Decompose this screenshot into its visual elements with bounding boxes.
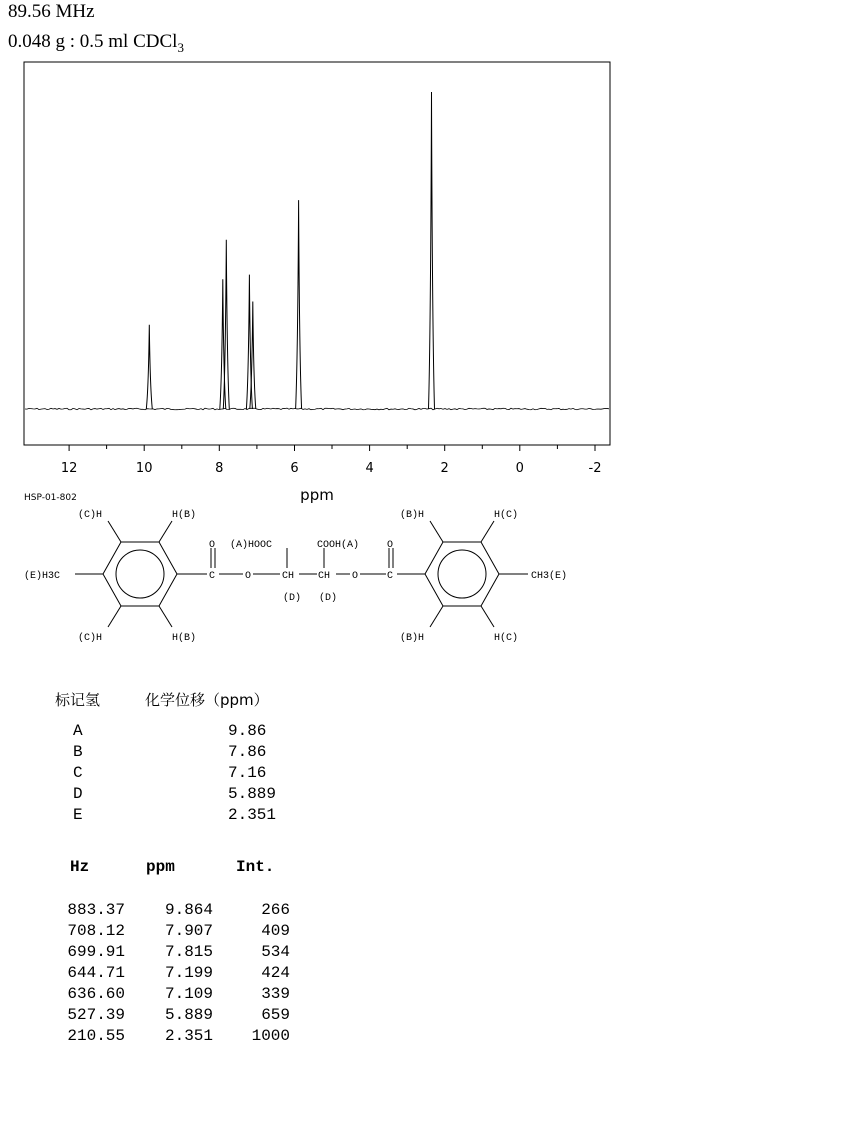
label-d-right: (D) xyxy=(319,593,338,604)
assignment-shift: 9.86 xyxy=(228,722,267,740)
spectrum-peak xyxy=(146,325,152,409)
spectrum-peak xyxy=(296,200,302,409)
chemical-structure xyxy=(0,500,850,650)
peak-hz: 527.39 xyxy=(67,1006,125,1024)
label-hooc: (A)HOOC xyxy=(230,540,273,551)
label-b-h-top-left: H(B) xyxy=(172,510,197,521)
left-ring-aromatic-circle xyxy=(116,550,164,598)
peak-hz: 636.60 xyxy=(67,985,125,1003)
assignment-shift: 2.351 xyxy=(228,806,277,824)
peak-hz: 644.71 xyxy=(67,964,125,982)
peak-int: 424 xyxy=(261,964,290,982)
label-cooh: COOH(A) xyxy=(317,540,360,551)
x-axis-label: ppm xyxy=(300,486,334,504)
label-c-h-bottom-right: H(C) xyxy=(494,633,519,644)
spectrum-peak xyxy=(223,240,229,409)
assignment-header-label: 标记氢 xyxy=(55,691,101,709)
peak-header-hz: Hz xyxy=(70,858,90,876)
x-tick-label: -2 xyxy=(588,461,602,476)
peak-ppm: 7.907 xyxy=(164,922,213,940)
peak-hz: 883.37 xyxy=(67,901,125,919)
x-tick-label: 6 xyxy=(290,461,299,476)
assignment-label: E xyxy=(73,806,83,824)
label-carbon-right: C xyxy=(387,571,394,582)
label-b-h-bottom-left: H(B) xyxy=(172,633,197,644)
label-ester-o-left: O xyxy=(245,571,252,582)
x-tick-label: 4 xyxy=(365,461,374,476)
x-tick-label: 8 xyxy=(215,461,224,476)
assignment-shift: 5.889 xyxy=(228,785,277,803)
label-c-h-bottom-left: (C)H xyxy=(78,633,103,644)
peak-int: 1000 xyxy=(251,1027,290,1045)
peak-ppm: 7.199 xyxy=(164,964,213,982)
label-d-left: (D) xyxy=(283,593,302,604)
peak-ppm: 9.864 xyxy=(164,901,213,919)
label-ch-right: CH xyxy=(318,571,331,582)
label-carbon-left: C xyxy=(209,571,216,582)
peak-header-int: Int. xyxy=(236,858,275,876)
spectrometer-frequency: 89.56 MHz xyxy=(8,1,95,22)
peak-int: 659 xyxy=(261,1006,290,1024)
peak-ppm: 7.109 xyxy=(164,985,213,1003)
peak-ppm: 7.815 xyxy=(164,943,213,961)
peak-ppm: 2.351 xyxy=(164,1027,213,1045)
assignment-label: D xyxy=(73,785,83,803)
peak-int: 409 xyxy=(261,922,290,940)
peak-int: 339 xyxy=(261,985,290,1003)
peaks xyxy=(146,92,434,409)
assignment-shift: 7.86 xyxy=(228,743,267,761)
structure-bonds xyxy=(75,521,528,627)
assignment-header-shift: 化学位移（ppm） xyxy=(145,691,269,709)
peak-header-ppm: ppm xyxy=(146,858,175,876)
label-b-h-top-right: (B)H xyxy=(400,510,425,521)
assignment-label: B xyxy=(73,743,83,761)
label-carbonyl-o-right: O xyxy=(387,540,394,551)
peak-int: 534 xyxy=(261,943,290,961)
label-methyl-left: (E)H3C xyxy=(24,571,61,582)
peak-ppm: 5.889 xyxy=(164,1006,213,1024)
nmr-spectrum-chart xyxy=(0,0,850,505)
spectrum-baseline xyxy=(25,408,609,410)
label-b-h-bottom-right: (B)H xyxy=(400,633,425,644)
label-ester-o-right: O xyxy=(352,571,359,582)
spectrum-code: HSP-01-802 xyxy=(24,493,77,503)
assignment-label: A xyxy=(73,722,83,740)
label-carbonyl-o-left: O xyxy=(209,540,216,551)
sample-concentration-text: 0.048 g : 0.5 ml CDCl xyxy=(8,31,178,52)
spectrum-peak xyxy=(429,92,435,409)
right-benzene-ring xyxy=(425,542,499,606)
x-tick-label: 2 xyxy=(440,461,449,476)
label-c-h-top-left: (C)H xyxy=(78,510,103,521)
x-tick-label: 10 xyxy=(135,461,153,476)
label-methyl-right: CH3(E) xyxy=(531,571,568,582)
plot-frame xyxy=(24,62,610,445)
peak-hz: 699.91 xyxy=(67,943,125,961)
assignment-shift: 7.16 xyxy=(228,764,267,782)
left-benzene-ring xyxy=(103,542,177,606)
peak-int: 266 xyxy=(261,901,290,919)
assignment-label: C xyxy=(73,764,83,782)
sample-subscript: 3 xyxy=(177,39,184,55)
right-ring-aromatic-circle xyxy=(438,550,486,598)
x-tick-label: 0 xyxy=(515,461,524,476)
label-ch-left: CH xyxy=(282,571,295,582)
peak-hz: 210.55 xyxy=(67,1027,125,1045)
spectrum-peak xyxy=(246,275,252,409)
peak-hz: 708.12 xyxy=(67,922,125,940)
x-ticks xyxy=(61,445,602,476)
label-c-h-top-right: H(C) xyxy=(494,510,519,521)
x-tick-label: 12 xyxy=(60,461,78,476)
